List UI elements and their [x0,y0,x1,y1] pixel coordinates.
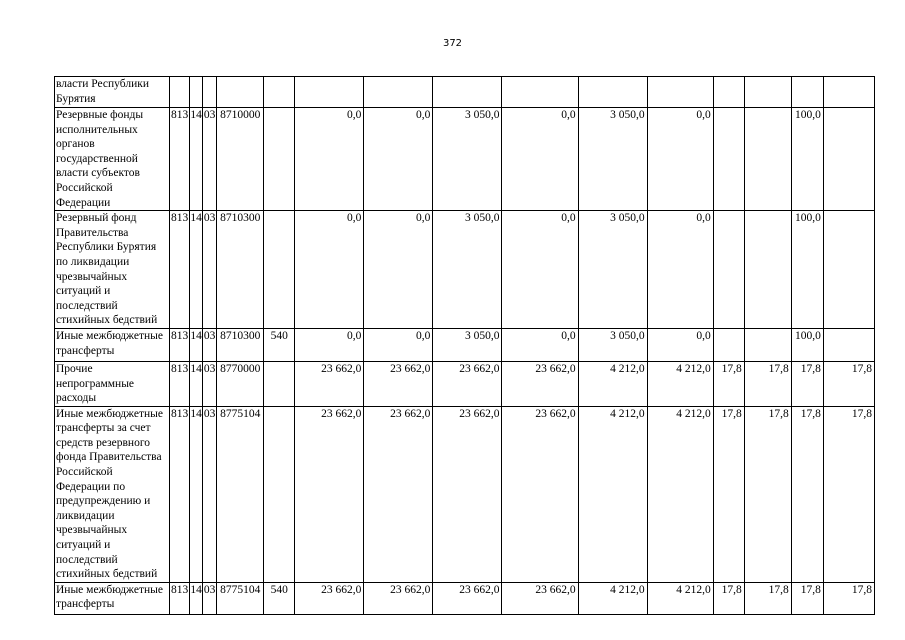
expense-type-cell [264,211,295,329]
percent-cell-2 [744,77,791,108]
table-row [55,406,875,582]
percent-cell-3: 100,0 [791,328,823,361]
amount-cell-5: 4 212,0 [578,406,647,582]
item-name-cell: Иные межбюджетные трансферты [55,582,170,614]
subsection-code-cell: 03 [203,406,217,582]
amount-cell-2: 0,0 [364,211,433,329]
subsection-code-cell: 03 [203,108,217,211]
admin-code-cell [170,77,190,108]
target-item-cell: 8775104 [217,406,264,582]
table-row [55,361,875,406]
table-row [55,211,875,329]
amount-cell-6 [647,77,713,108]
expense-type-cell: 540 [264,582,295,614]
amount-cell-2: 23 662,0 [364,406,433,582]
amount-cell-1 [295,77,364,108]
percent-cell-4: 17,8 [823,582,874,614]
section-code-cell: 14 [190,361,203,406]
percent-cell-3: 17,8 [791,582,823,614]
amount-cell-5: 3 050,0 [578,108,647,211]
expense-type-cell [264,108,295,211]
percent-cell-4 [823,211,874,329]
amount-cell-1: 23 662,0 [295,361,364,406]
amount-cell-6: 4 212,0 [647,582,713,614]
section-code-cell: 14 [190,108,203,211]
admin-code-cell: 813 [170,108,190,211]
amount-cell-6: 4 212,0 [647,406,713,582]
amount-cell-1: 23 662,0 [295,582,364,614]
amount-cell-3: 23 662,0 [433,406,502,582]
section-code-cell: 14 [190,211,203,329]
amount-cell-4: 0,0 [502,211,578,329]
percent-cell-1 [713,108,744,211]
expense-type-cell [264,77,295,108]
amount-cell-3: 3 050,0 [433,328,502,361]
amount-cell-6: 0,0 [647,211,713,329]
percent-cell-1: 17,8 [713,582,744,614]
amount-cell-1: 0,0 [295,328,364,361]
budget-table [54,76,875,615]
expense-type-cell [264,361,295,406]
percent-cell-4: 17,8 [823,406,874,582]
table-row [55,77,875,108]
amount-cell-5 [578,77,647,108]
target-item-cell [217,77,264,108]
percent-cell-2 [744,211,791,329]
section-code-cell: 14 [190,582,203,614]
item-name-cell: Прочие непрограммные расходы [55,361,170,406]
amount-cell-6: 0,0 [647,108,713,211]
amount-cell-1: 23 662,0 [295,406,364,582]
table-row [55,328,875,361]
section-code-cell [190,77,203,108]
amount-cell-2: 0,0 [364,108,433,211]
amount-cell-4: 0,0 [502,108,578,211]
subsection-code-cell: 03 [203,361,217,406]
subsection-code-cell [203,77,217,108]
amount-cell-1: 0,0 [295,108,364,211]
amount-cell-3: 23 662,0 [433,361,502,406]
amount-cell-3: 23 662,0 [433,582,502,614]
item-name-cell: Резервный фонд Правительства Республики Бурятия по ликвидации чрезвычайных ситуаций и последствий стихийных бедствий [55,211,170,329]
table-row [55,582,875,614]
target-item-cell: 8710000 [217,108,264,211]
percent-cell-4 [823,77,874,108]
amount-cell-5: 4 212,0 [578,361,647,406]
percent-cell-3: 17,8 [791,361,823,406]
percent-cell-2: 17,8 [744,406,791,582]
page-number: 372 [442,38,463,49]
amount-cell-4: 0,0 [502,328,578,361]
percent-cell-1 [713,211,744,329]
item-name-cell: власти Республики Бурятия [55,77,170,108]
percent-cell-1 [713,77,744,108]
amount-cell-3 [433,77,502,108]
admin-code-cell: 813 [170,211,190,329]
amount-cell-2 [364,77,433,108]
percent-cell-2 [744,328,791,361]
admin-code-cell: 813 [170,406,190,582]
amount-cell-2: 23 662,0 [364,361,433,406]
percent-cell-4 [823,108,874,211]
percent-cell-4 [823,328,874,361]
amount-cell-4: 23 662,0 [502,582,578,614]
target-item-cell: 8775104 [217,582,264,614]
item-name-cell: Иные межбюджетные трансферты [55,328,170,361]
section-code-cell: 14 [190,328,203,361]
amount-cell-1: 0,0 [295,211,364,329]
percent-cell-3: 100,0 [791,211,823,329]
percent-cell-3: 100,0 [791,108,823,211]
amount-cell-6: 4 212,0 [647,361,713,406]
percent-cell-1: 17,8 [713,406,744,582]
amount-cell-3: 3 050,0 [433,108,502,211]
target-item-cell: 8710300 [217,328,264,361]
amount-cell-6: 0,0 [647,328,713,361]
percent-cell-4: 17,8 [823,361,874,406]
amount-cell-3: 3 050,0 [433,211,502,329]
amount-cell-4: 23 662,0 [502,361,578,406]
section-code-cell: 14 [190,406,203,582]
percent-cell-1 [713,328,744,361]
amount-cell-5: 4 212,0 [578,582,647,614]
target-item-cell: 8710300 [217,211,264,329]
percent-cell-1: 17,8 [713,361,744,406]
amount-cell-4: 23 662,0 [502,406,578,582]
amount-cell-4 [502,77,578,108]
percent-cell-2: 17,8 [744,582,791,614]
target-item-cell: 8770000 [217,361,264,406]
expense-type-cell [264,406,295,582]
amount-cell-5: 3 050,0 [578,328,647,361]
percent-cell-2: 17,8 [744,361,791,406]
amount-cell-5: 3 050,0 [578,211,647,329]
amount-cell-2: 0,0 [364,328,433,361]
expense-type-cell: 540 [264,328,295,361]
subsection-code-cell: 03 [203,328,217,361]
admin-code-cell: 813 [170,328,190,361]
percent-cell-3: 17,8 [791,406,823,582]
item-name-cell: Резервные фонды исполнительных органов государственной власти субъектов Российской Федерации [55,108,170,211]
amount-cell-2: 23 662,0 [364,582,433,614]
subsection-code-cell: 03 [203,211,217,329]
admin-code-cell: 813 [170,361,190,406]
admin-code-cell: 813 [170,582,190,614]
subsection-code-cell: 03 [203,582,217,614]
item-name-cell: Иные межбюджетные трансферты за счет средств резервного фонда Правительства Российской Федерации по предупреждению и ликвидации чрезвычайных ситуаций и последствий стихийных бедствий [55,406,170,582]
table-row [55,108,875,211]
percent-cell-2 [744,108,791,211]
percent-cell-3 [791,77,823,108]
